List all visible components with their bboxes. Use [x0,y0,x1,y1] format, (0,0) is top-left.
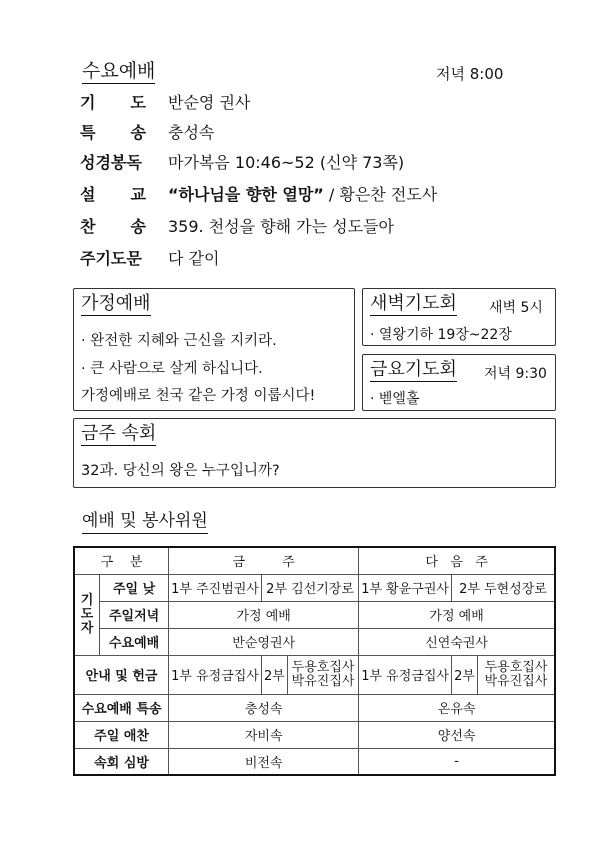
info-value: 다 같이 [168,248,220,268]
row-label: 수요예배 [100,628,169,655]
staff-table [73,546,556,776]
table-row [74,721,555,748]
info-label: 기 도 [80,92,146,112]
table-row [74,748,555,775]
table-cell: 2부 김선기장로 [261,574,358,601]
table-cell: 1부 황윤구권사 [359,574,452,601]
table-cell: 신연숙권사 [359,628,555,655]
row-label: 수요예배 특송 [74,694,169,721]
info-row-lords-prayer [80,243,219,271]
table-cell: 2부 두용호집사 박유진집사 [261,655,358,694]
friday-prayer-time: 저녁 9:30 [484,366,547,382]
dawn-prayer-title: 새벽기도회 [370,293,457,314]
table-row [74,574,555,601]
table-row [74,655,555,694]
info-label: 성경봉독 [80,152,142,172]
info-value: 반순영 권사 [168,92,251,112]
table-cell: 1부 주진범권사 [169,574,262,601]
info-row-sermon [80,179,437,207]
family-worship-box [73,288,355,411]
row-label: 안내 및 헌금 [74,655,169,694]
dawn-prayer-line: · 열왕기하 19장~22장 [370,327,512,343]
table-cell: 충성속 [169,694,359,721]
wednesday-title: 수요예배 [82,60,156,82]
row-label: 주일 낮 [100,574,169,601]
info-label: 주기도문 [80,248,142,268]
table-cell: 1부 유정금집사 [359,655,452,694]
info-value: 마가복음 10:46~52 (신약 73쪽) [168,152,405,172]
friday-prayer-title: 금요기도회 [370,359,457,380]
row-label: 속회 심방 [74,748,169,775]
table-header-row [74,547,555,574]
table-row [74,601,555,628]
info-row-prayer [80,87,250,115]
cell-meeting-box [73,418,556,488]
table-cell: 비전속 [169,748,359,775]
family-worship-title: 가정예배 [81,293,151,314]
info-row-special-song [80,117,214,145]
info-row-scripture [80,147,404,175]
header-this-week: 금 주 [169,547,359,574]
table-cell: 양선속 [359,721,555,748]
header-next-week: 다 음 주 [359,547,555,574]
info-label: 설 교 [80,184,146,204]
table-cell: 자비속 [169,721,359,748]
table-cell: - [359,748,555,775]
table-cell: 반순영권사 [169,628,359,655]
friday-prayer-line: · 벧엘홀 [370,391,420,407]
table-cell: 1부 유정금집사 [169,655,262,694]
table-row [74,694,555,721]
cell-meeting-title: 금주 속회 [81,423,157,444]
header-category: 구 분 [74,547,169,574]
info-row-hymn [80,211,394,239]
prayer-group-label: 기 도 자 [74,574,100,655]
family-line: · 큰 사람으로 살게 하십니다. [81,361,263,377]
dawn-prayer-time: 새벽 5시 [489,300,543,316]
row-label: 주일저녁 [100,601,169,628]
sermon-title: “하나님을 향한 열망” [168,184,324,204]
info-value [168,182,437,205]
dawn-prayer-box [362,288,556,346]
cell-meeting-line: 32과. 당신의 왕은 누구입니까? [81,463,280,479]
row-label: 주일 애찬 [74,721,169,748]
table-cell: 2부 두현성장로 [451,574,555,601]
sermon-preacher: / 황은찬 전도사 [323,184,438,204]
table-cell: 가정 예배 [359,601,555,628]
family-line: 가정예배로 천국 같은 가정 이룹시다! [81,388,316,404]
info-label: 찬 송 [80,216,146,236]
wednesday-time: 저녁 8:00 [436,65,504,83]
table-cell: 2부 두용호집사 박유진집사 [451,655,555,694]
info-value: 충성속 [168,122,215,142]
info-value: 359. 천성을 향해 가는 성도들아 [168,216,394,236]
family-line: · 완전한 지혜와 근신을 지키라. [81,333,277,349]
table-cell: 온유속 [359,694,555,721]
info-label: 특 송 [80,122,146,142]
table-row [74,628,555,655]
table-cell: 가정 예배 [169,601,359,628]
staff-title: 예배 및 봉사위원 [82,510,208,534]
friday-prayer-box [362,354,556,411]
